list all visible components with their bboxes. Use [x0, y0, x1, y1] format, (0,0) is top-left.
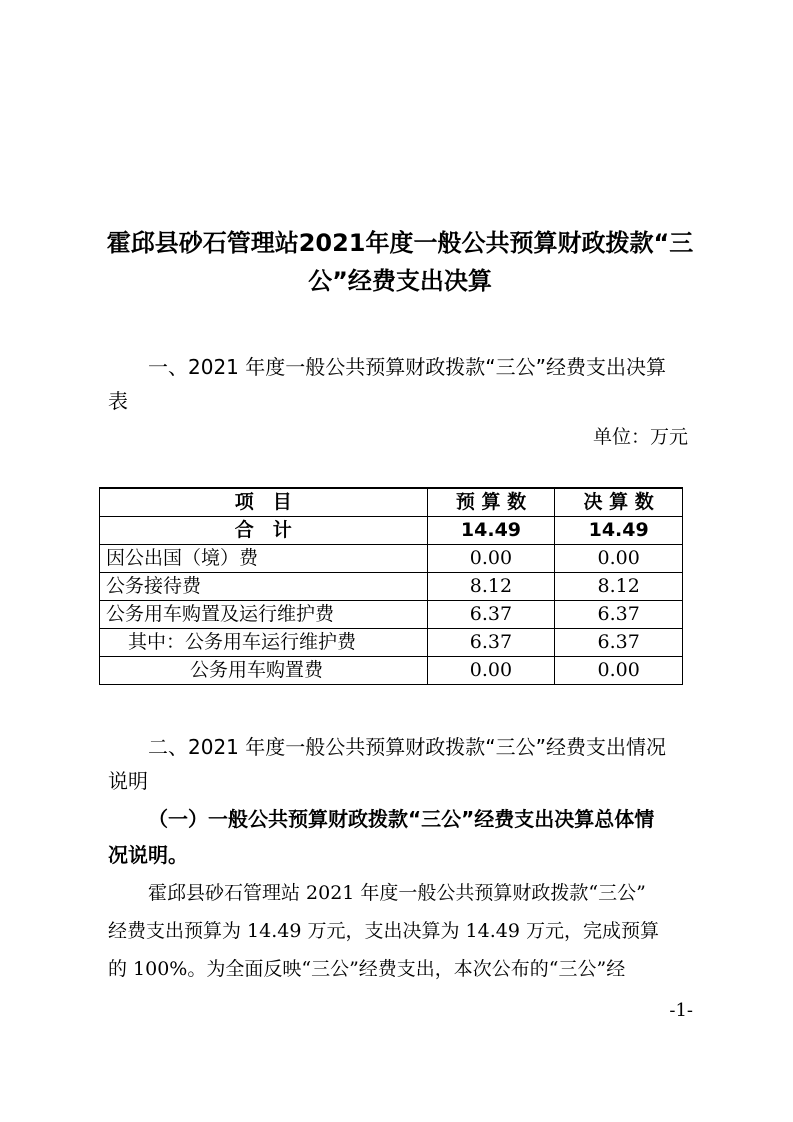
row-budget: 14.49 — [427, 517, 555, 545]
section1-heading-line1: 一、2021 年度一般公共预算财政拨款“三公”经费支出决算 — [148, 355, 666, 379]
section2-heading-line2: 说明 — [108, 769, 148, 793]
row-budget: 0.00 — [427, 657, 555, 685]
row-actual: 6.37 — [555, 601, 683, 629]
subsection-heading-line2: 况说明。 — [108, 843, 188, 867]
section2-heading-line1: 二、2021 年度一般公共预算财政拨款“三公”经费支出情况 — [148, 735, 666, 759]
document-title-line1: 霍邱县砂石管理站2021年度一般公共预算财政拨款“三 — [106, 229, 694, 257]
paragraph-line3: 的 100%。为全面反映“三公”经费支出，本次公布的“三公”经 — [108, 958, 626, 980]
table-row — [100, 657, 683, 685]
table-row — [100, 629, 683, 657]
row-budget: 0.00 — [427, 545, 555, 573]
document-title-line2: 公”经费支出决算 — [308, 267, 492, 295]
row-label: 公务用车购置及运行维护费 — [100, 601, 428, 629]
row-label: 其中：公务用车运行维护费 — [100, 629, 428, 657]
header-item: 项 目 — [100, 488, 428, 517]
row-budget: 6.37 — [427, 629, 555, 657]
table-row — [100, 601, 683, 629]
subsection-heading-line1: （一）一般公共预算财政拨款“三公”经费支出决算总体情 — [148, 807, 655, 831]
row-actual: 0.00 — [555, 545, 683, 573]
row-budget: 8.12 — [427, 573, 555, 601]
section1-heading-line2: 表 — [108, 389, 128, 413]
header-budget: 预 算 数 — [427, 488, 555, 517]
header-actual: 决 算 数 — [555, 488, 683, 517]
page-number: -1- — [669, 1000, 693, 1021]
row-actual: 14.49 — [555, 517, 683, 545]
table-header-row — [100, 488, 683, 517]
row-label: 公务用车购置费 — [100, 657, 428, 685]
unit-label: 单位：万元 — [592, 426, 688, 448]
row-budget: 6.37 — [427, 601, 555, 629]
paragraph-line2: 经费支出预算为 14.49 万元，支出决算为 14.49 万元，完成预算 — [108, 920, 659, 942]
row-label: 合 计 — [100, 517, 428, 545]
row-actual: 8.12 — [555, 573, 683, 601]
paragraph-line1: 霍邱县砂石管理站 2021 年度一般公共预算财政拨款“三公” — [148, 882, 646, 904]
table-row-total — [100, 517, 683, 545]
expense-table — [99, 487, 683, 685]
row-label: 因公出国（境）费 — [100, 545, 428, 573]
row-label: 公务接待费 — [100, 573, 428, 601]
row-actual: 6.37 — [555, 629, 683, 657]
table-row — [100, 573, 683, 601]
row-actual: 0.00 — [555, 657, 683, 685]
table-row — [100, 545, 683, 573]
